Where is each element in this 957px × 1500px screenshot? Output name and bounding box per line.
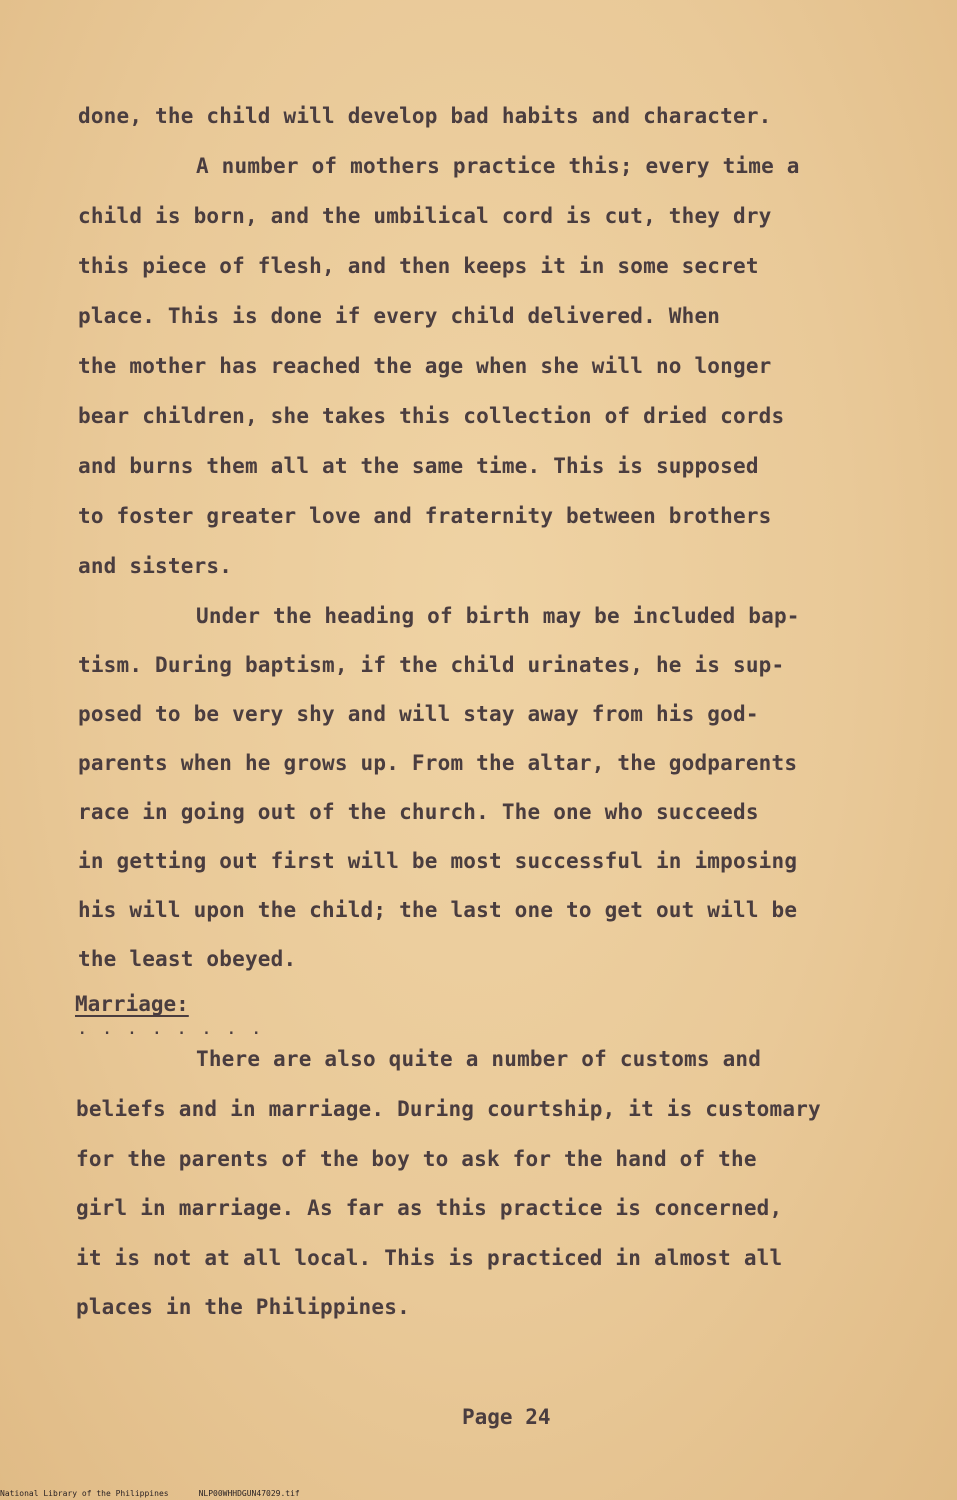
text-line: girl in marriage. As far as this practice is concerned, <box>76 1196 783 1220</box>
text-line: Under the heading of birth may be included bap- <box>196 604 800 628</box>
text-line: A number of mothers practice this; every time a <box>196 154 800 178</box>
text-line: and sisters. <box>78 554 233 578</box>
text-line: tism. During baptism, if the child urinates, he is sup- <box>78 653 785 677</box>
text-line: and burns them all at the same time. This is supposed <box>78 454 759 478</box>
text-line: beliefs and in marriage. During courtship, it is customary <box>76 1097 821 1121</box>
text-line: bear children, she takes this collection of dried cords <box>78 404 785 428</box>
heading-dots: . . . . . . . . <box>78 1022 265 1038</box>
text-line: There are also quite a number of customs and <box>196 1047 762 1071</box>
section-heading: Marriage: <box>75 992 189 1016</box>
text-line: the least obeyed. <box>78 947 297 971</box>
text-line: to foster greater love and fraternity between brothers <box>78 504 772 528</box>
text-line: posed to be very shy and will stay away from his god- <box>78 702 759 726</box>
text-line: done, the child will develop bad habits and character. <box>78 104 772 128</box>
text-line: it is not at all local. This is practiced in almost all <box>76 1246 783 1270</box>
page-number: Page 24 <box>462 1405 551 1429</box>
footer-file: NLP00WHHDGUN47029.tif <box>198 1489 300 1498</box>
text-line: this piece of flesh, and then keeps it in some secret <box>78 254 759 278</box>
text-line: in getting out first will be most successful in imposing <box>78 849 798 873</box>
text-line: for the parents of the boy to ask for the hand of the <box>76 1147 757 1171</box>
footer-library: National Library of the Philippines <box>0 1489 169 1498</box>
text-line: race in going out of the church. The one who succeeds <box>78 800 759 824</box>
text-line: the mother has reached the age when she will no longer <box>78 354 772 378</box>
text-line: his will upon the child; the last one to get out will be <box>78 898 798 922</box>
scan-footer <box>0 1489 300 1498</box>
text-line: places in the Philippines. <box>76 1295 410 1319</box>
text-line: place. This is done if every child delivered. When <box>78 304 721 328</box>
text-line: child is born, and the umbilical cord is cut, they dry <box>78 204 772 228</box>
text-line: parents when he grows up. From the altar, the godparents <box>78 751 798 775</box>
